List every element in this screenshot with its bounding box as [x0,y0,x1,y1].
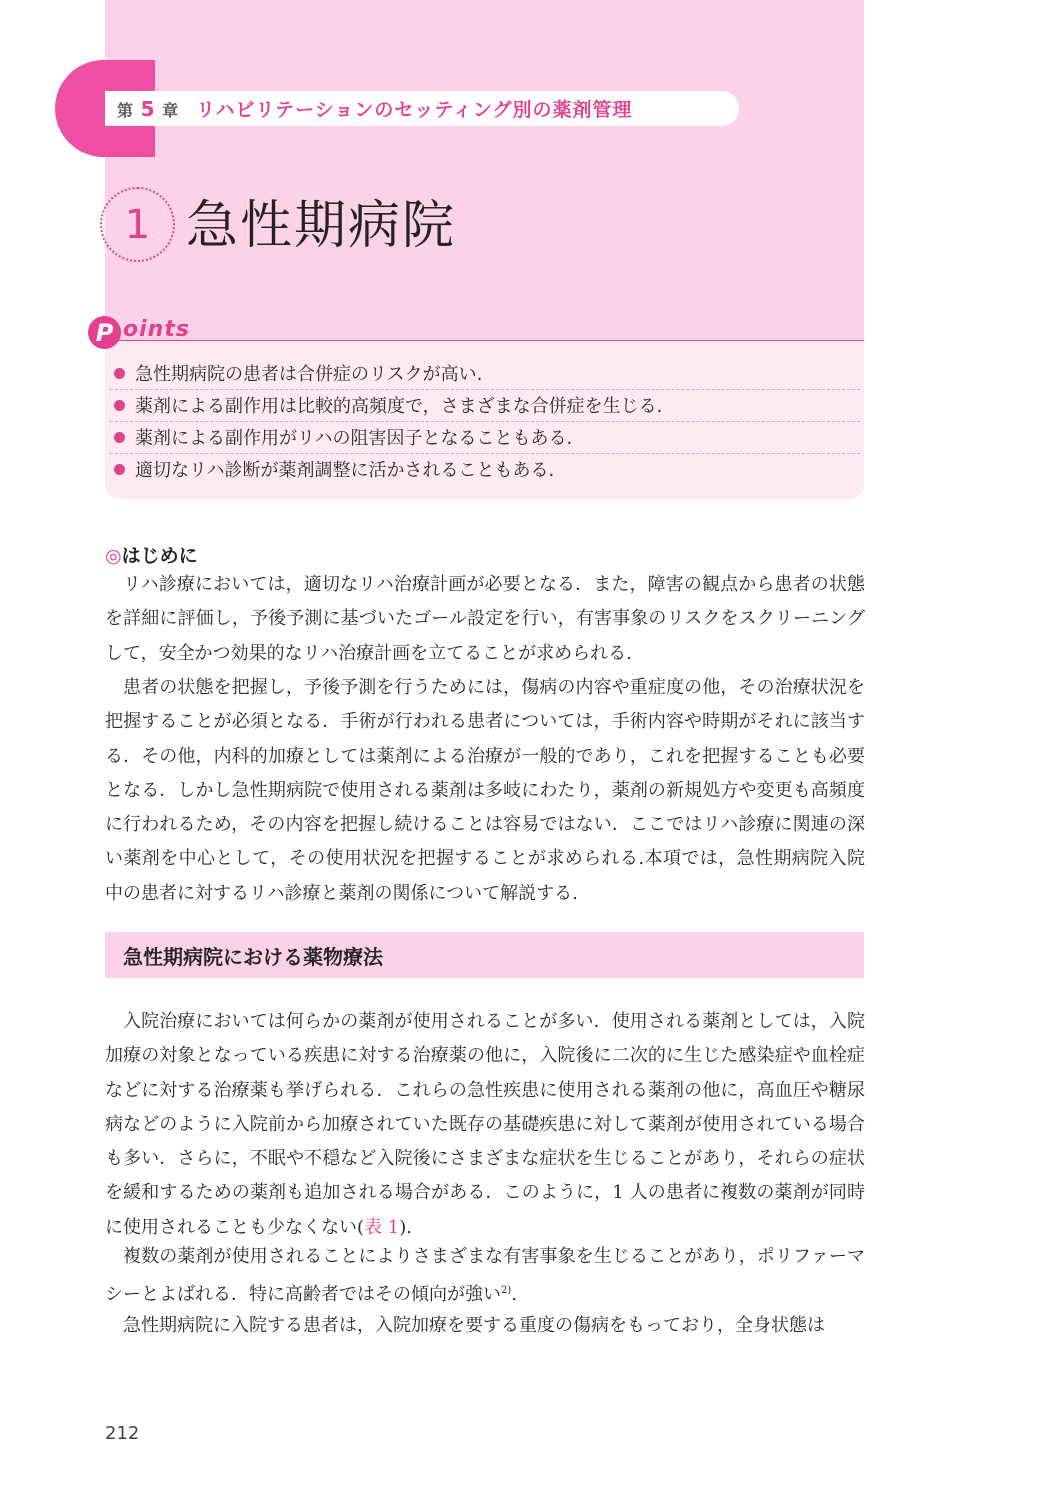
bullet-icon [114,432,125,443]
point-text: 適切なリハ診断が薬剤調整に活かされることもある. [135,460,555,481]
intro-heading: ◎はじめに [105,545,198,567]
point-text: 急性期病院の患者は合併症のリスクが高い. [135,364,483,385]
chapter-number: 5 [140,96,155,121]
chapter-banner [105,91,739,126]
page-number: 212 [105,1423,140,1444]
section-title: 急性期病院 [186,196,457,256]
point-text: 薬剤による副作用がリハの阻害因子となることもある. [135,428,573,449]
chapter-title: リハビリテーションのセッティング別の薬剤管理 [196,99,633,121]
section-number: 1 [124,201,151,248]
point-item [110,453,860,485]
bullet-icon [114,464,125,475]
double-circle-icon: ◎ [105,545,122,567]
points-divider [105,340,864,341]
table-reference-link[interactable]: 表 1 [364,1216,400,1238]
intro-paragraph-1: リハ診療においては，適切なリハ治療計画が必要となる．また，障害の観点から患者の状態を詳細に評価し，予後予測に基づいたゴール設定を行い，有害事象のリスクをスクリーニングして，安全かつ効果的なリハ治療計画を立てることが求められる. [105,574,865,664]
bullet-icon [114,400,125,411]
point-item [110,389,860,422]
point-text: 薬剤による副作用は比較的高頻度で，さまざまな合併症を生じる. [135,396,663,417]
section-heading: 急性期病院における薬物療法 [123,944,383,969]
points-heading: oints [123,317,190,342]
body-paragraph-1: 入院治療においては何らかの薬剤が使用されることが多い．使用される薬剤としては，入院加療の対象となっている疾患に対する治療薬の他に，入院後に二次的に生じた感染症や血栓症などに対する治療薬も挙げられる．これらの急性疾患に使用される薬剤の他に，高血圧や糖尿病などのように入院前から加療されていた既存の基礎疾患に対して薬剤が使用されている場合も多い．さらに，不眠や不穏など入院後にさまざまな症状を生じることがあり，それらの症状を緩和するための薬剤も追加される場合がある．このように，1 人の患者に複数の薬剤が同時に使用されることも少なくない(表 1). [105,1011,865,1238]
point-item [110,421,860,454]
chapter-header-band [105,0,864,340]
body-paragraph-3: 急性期病院に入院する患者は，入院加療を要する重度の傷病をもっており，全身状態は [123,1315,825,1336]
intro-paragraph-2: 患者の状態を把握し，予後予測を行うためには，傷病の内容や重症度の他，その治療状況を把握することが必須となる．手術が行われる患者については，手術内容や時期がそれに該当する．その他，内科的加療としては薬剤による治療が一般的であり，これを把握することも必要となる．しかし急性期病院で使用される薬剤は多岐にわたり，薬剤の新規処方や変更も高頻度に行われるため，その内容を把握し続けることは容易ではない．ここではリハ診療に関連の深い薬剤を中心として，その使用状況を把握することが求められる.本項では，急性期病院入院中の患者に対するリハ診療と薬剤の関係について解説する. [105,677,865,904]
section-heading-bar [105,932,864,978]
point-item [110,357,860,390]
bullet-icon [114,368,125,379]
chapter-label: 第 5 章 [117,96,179,121]
citation-superscript: 2) [501,1285,512,1297]
section-number-circle [100,187,175,262]
body-paragraph-2: 複数の薬剤が使用されることによりさまざまな有害事象を生じることがあり，ポリファーマシーとよばれる．特に高齢者ではその傾向が強い$^{2)}$. [105,1246,865,1306]
points-badge-icon: P [88,316,121,349]
